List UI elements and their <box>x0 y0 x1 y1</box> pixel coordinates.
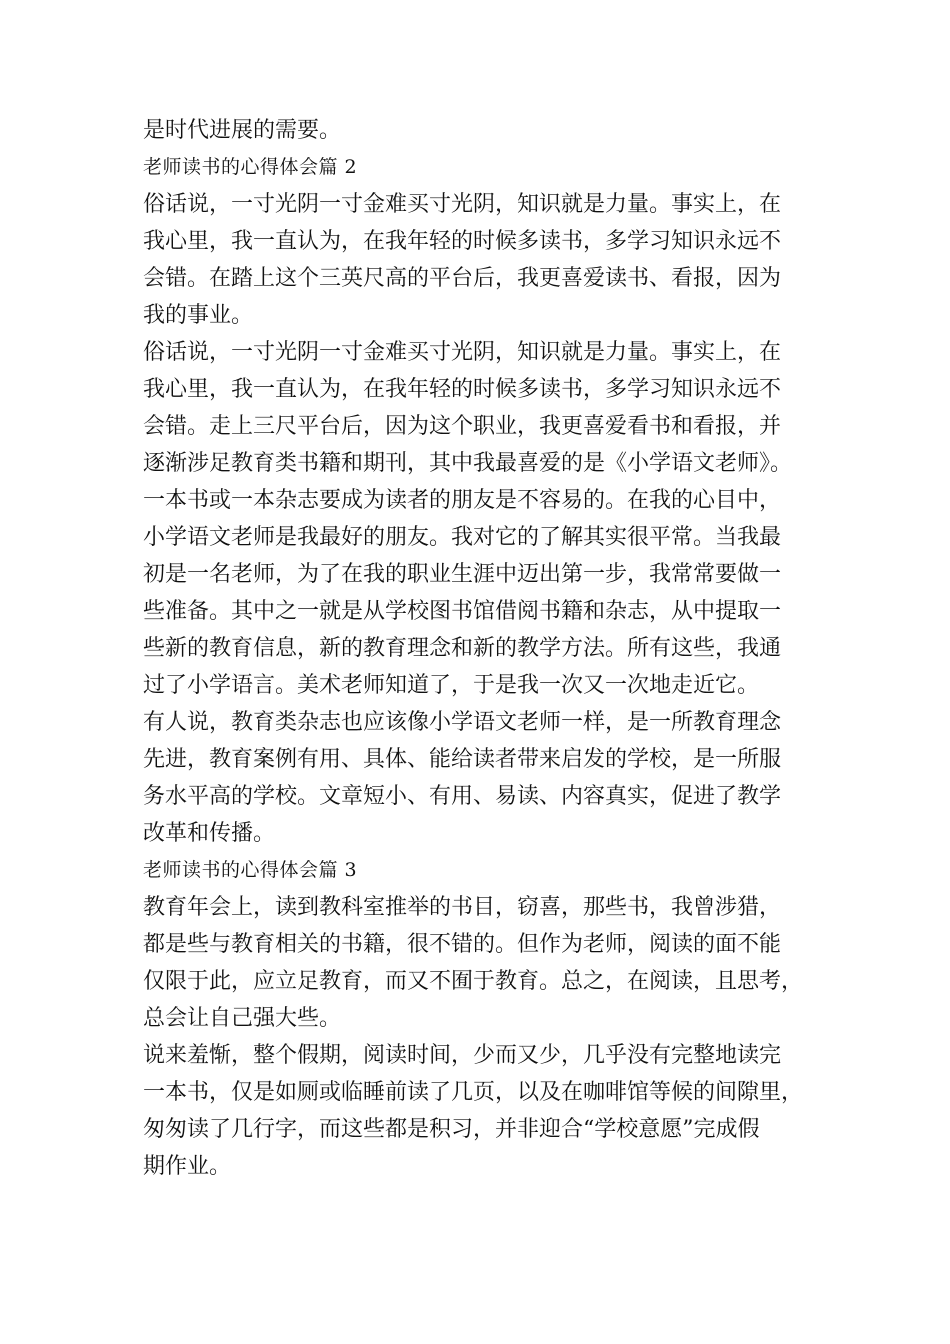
text-line: 俗话说，一寸光阴一寸金难买寸光阴，知识就是力量。事实上，在 <box>143 340 782 365</box>
text-line: 期作业。 <box>143 1154 232 1179</box>
text-line: 会错。走上三尺平台后，因为这个职业，我更喜爱看书和看报，并 <box>143 414 782 439</box>
document-body <box>143 112 815 1185</box>
text-line: 我的事业。 <box>143 303 254 328</box>
text-line: 是时代进展的需要。 <box>143 118 342 143</box>
text-line: 我心里，我一直认为，在我年轻的时候多读书，多学习知识永远不 <box>143 377 782 402</box>
text-line: 我心里，我一直认为，在我年轻的时候多读书，多学习知识永远不 <box>143 229 782 254</box>
text-line: 仅限于此，应立足教育，而又不囿于教育。总之，在阅读，且思考， <box>143 969 804 994</box>
text-line: 一本书，仅是如厕或临睡前读了几页，以及在咖啡馆等候的间隙里， <box>143 1080 804 1105</box>
text-line: 些准备。其中之一就是从学校图书馆借阅书籍和杂志，从中提取一 <box>143 599 782 624</box>
text-line: 一本书或一本杂志要成为读者的朋友是不容易的。在我的心目中， <box>143 488 782 513</box>
text-line: 改革和传播。 <box>143 821 276 846</box>
text-line: 俗话说，一寸光阴一寸金难买寸光阴，知识就是力量。事实上，在 <box>143 192 782 217</box>
section-heading: 老师读书的心得体会篇 2 <box>143 156 358 178</box>
section-heading: 老师读书的心得体会篇 3 <box>143 859 358 881</box>
text-line: 务水平高的学校。文章短小、有用、易读、内容真实，促进了教学 <box>143 784 782 809</box>
text-line: 小学语文老师是我最好的朋友。我对它的了解其实很平常。当我最 <box>143 525 782 550</box>
text-line: 过了小学语言。美术老师知道了，于是我一次又一次地走近它。 <box>143 673 760 698</box>
text-line: 有人说，教育类杂志也应该像小学语文老师一样，是一所教育理念 <box>143 710 782 735</box>
text-line: 总会让自己强大些。 <box>143 1006 342 1031</box>
text-line: 先进，教育案例有用、具体、能给读者带来启发的学校，是一所服 <box>143 747 782 772</box>
text-line: 会错。在踏上这个三英尺高的平台后，我更喜爱读书、看报，因为 <box>143 266 782 291</box>
text-line: 教育年会上，读到教科室推举的书目，窃喜，那些书，我曾涉猎， <box>143 895 782 920</box>
text-line: 说来羞惭，整个假期，阅读时间，少而又少，几乎没有完整地读完 <box>143 1043 782 1068</box>
text-line: 些新的教育信息，新的教育理念和新的教学方法。所有这些，我通 <box>143 636 782 661</box>
text-line: 都是些与教育相关的书籍，很不错的。但作为老师，阅读的面不能 <box>143 932 782 957</box>
text-line: 初是一名老师，为了在我的职业生涯中迈出第一步，我常常要做一 <box>143 562 782 587</box>
text-line: 匆匆读了几行字，而这些都是积习，并非迎合“学校意愿”完成假 <box>143 1117 760 1142</box>
text-line: 逐渐涉足教育类书籍和期刊，其中我最喜爱的是《小学语文老师》。 <box>143 451 793 476</box>
